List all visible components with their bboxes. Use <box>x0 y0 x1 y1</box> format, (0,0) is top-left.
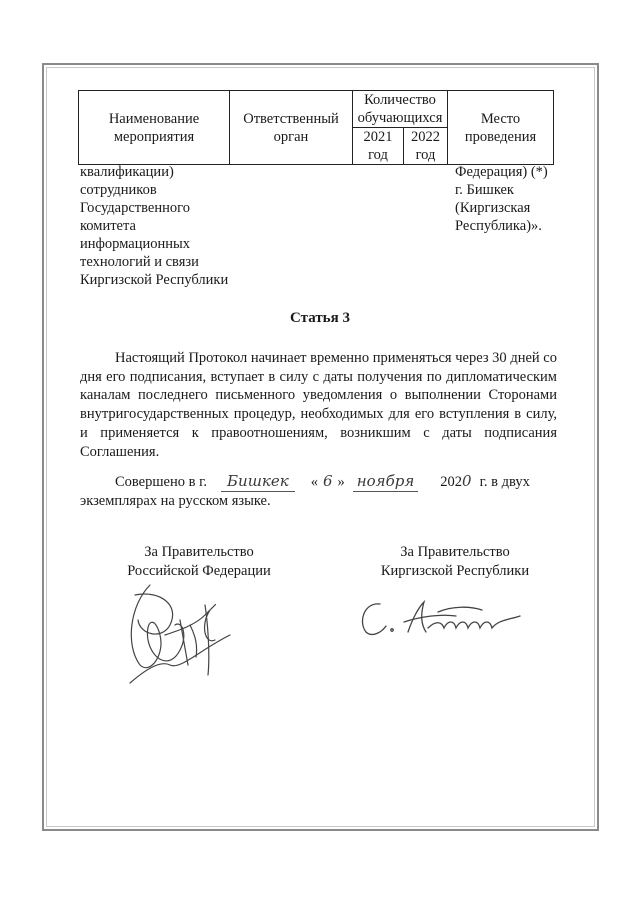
signing-day: 6 <box>322 472 333 490</box>
continuation-left <box>80 163 228 289</box>
cont-left-line: технологий и связи <box>80 254 199 270</box>
signing-line-2: экземплярах на русском языке. <box>80 493 271 509</box>
cont-left-line: информационных <box>80 236 190 252</box>
cont-right-line: Федерация) (*) <box>455 164 548 180</box>
continuation-right <box>455 163 548 235</box>
signatory-russia-line2: Российской Федерации <box>127 562 271 579</box>
signatory-kyrgyzstan-line1: За Правительство <box>400 544 510 560</box>
cont-left-line: комитета <box>80 218 136 234</box>
header-year1: 2021 год <box>363 129 393 163</box>
header-name: Наименование мероприятия <box>108 110 200 145</box>
header-count: Количество обучающихся <box>357 92 443 126</box>
cont-left-line: Государственного <box>80 200 190 216</box>
signature-russia <box>110 565 240 695</box>
header-organ: Ответственный орган <box>243 110 339 145</box>
header-table <box>78 90 554 165</box>
header-name-cell <box>79 91 230 165</box>
header-organ-cell <box>230 91 353 165</box>
signing-suffix: г. в двух <box>479 474 530 490</box>
signing-month: ноября <box>353 472 419 492</box>
signing-city: Бишкек <box>221 472 295 492</box>
cont-right-line: г. Бишкек <box>455 182 514 198</box>
header-year1-cell <box>353 128 404 165</box>
header-place-cell <box>448 91 554 165</box>
signatory-russia-line1: За Правительство <box>144 544 254 560</box>
signing-prefix: Совершено в г. <box>115 474 208 490</box>
signatory-kyrgyzstan <box>350 543 560 580</box>
article-heading: Статья 3 <box>290 310 350 326</box>
cont-left-line: сотрудников <box>80 182 157 198</box>
signatory-kyrgyzstan-line2: Киргизской Республики <box>380 562 530 579</box>
signing-quote-open: « <box>310 474 318 490</box>
cont-right-line: (Киргизская <box>455 200 531 216</box>
signing-year-hand: 0 <box>462 472 472 490</box>
header-place: Место проведения <box>464 110 537 145</box>
cont-left-line: Киргизской Республики <box>80 272 229 288</box>
header-year2: 2022 год <box>411 129 440 163</box>
header-year2-cell <box>404 128 448 165</box>
article-text: Настоящий Протокол начинает временно применяться через 30 дней со дня его подписания, вступает в силу с даты получения по дипломатическим каналам последнего письменного уведомления о выполнении Сторонами внутригосударственных процедур, необходимых для его вступления в силу, и применяется к правоотношениям, возникшим с даты подписания Соглашения. <box>80 350 557 460</box>
signing-quote-close: » <box>337 474 345 490</box>
signing-year-print: 202 <box>440 474 463 490</box>
signature-kyrgyzstan <box>352 592 552 642</box>
signing-line-1 <box>80 472 557 492</box>
signing-statement <box>80 472 557 511</box>
cont-right-line: Республика)». <box>455 218 542 234</box>
header-count-cell <box>353 91 448 128</box>
cont-left-line: квалификации) <box>80 164 174 180</box>
